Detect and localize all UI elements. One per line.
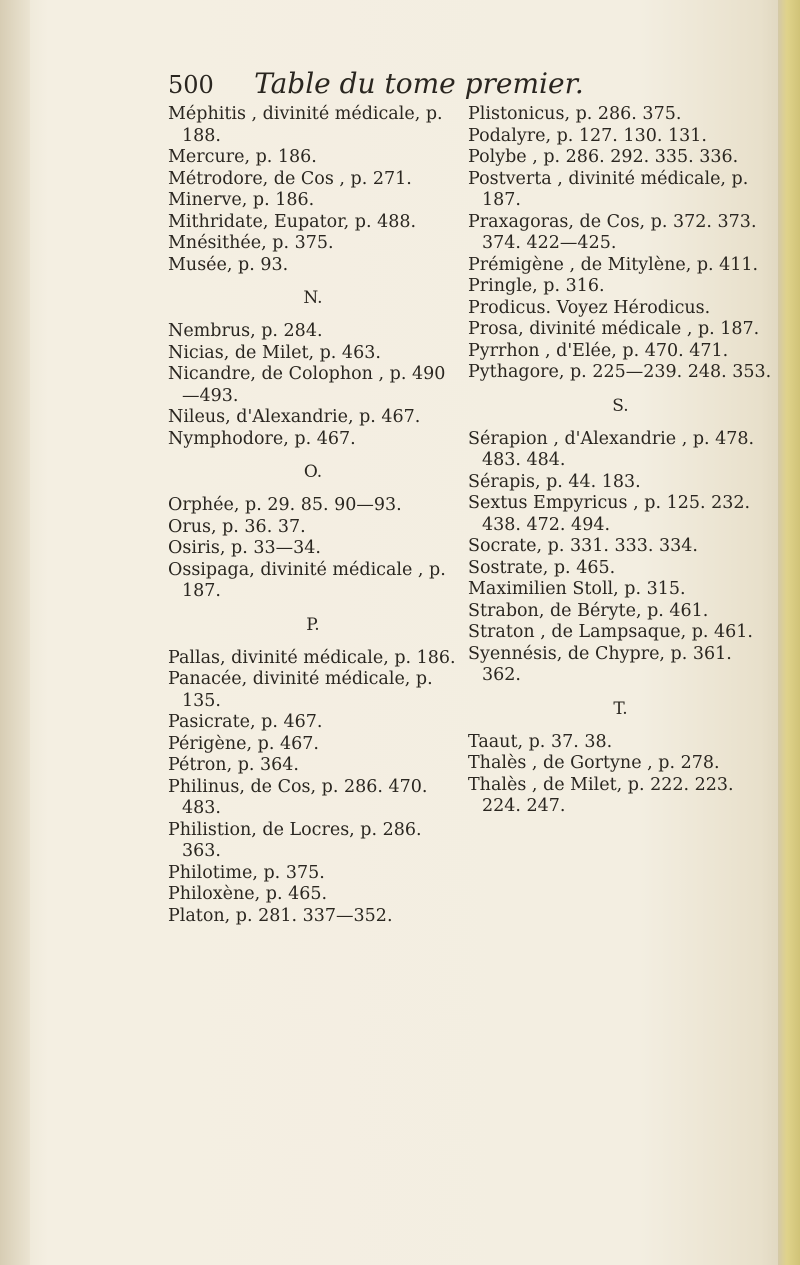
index-entry xyxy=(468,212,773,255)
entry-name: Straton xyxy=(468,622,535,642)
entry-reference: , p. 465. xyxy=(542,557,616,578)
entry-reference: , Eupator, p. 488. xyxy=(262,211,417,232)
entry-name: Philotime xyxy=(168,862,253,883)
entry-name: Podalyre xyxy=(468,125,546,146)
entry-reference: , p. 284. xyxy=(250,321,323,341)
entry-reference: , p. 125. 232. 438. 472. 494. xyxy=(482,493,751,535)
entry-reference: , p. 364. xyxy=(226,755,299,775)
entry-name: Musée xyxy=(168,254,227,275)
index-entry xyxy=(468,147,773,169)
index-column-left xyxy=(168,104,458,927)
index-entry xyxy=(468,169,773,212)
entry-name: Sextus Empyricus xyxy=(468,493,628,513)
entry-reference: , de Chypre, p. 361. 362. xyxy=(482,643,732,685)
index-entry xyxy=(468,579,773,601)
entry-reference: , p. 36. 37. xyxy=(210,516,306,537)
entry-reference: , p. 467. xyxy=(283,428,356,449)
index-entry xyxy=(468,104,773,126)
entry-name: Prémigène xyxy=(468,254,564,275)
section-letter: T. xyxy=(613,698,628,719)
index-entry xyxy=(168,777,458,820)
entry-name: Polybe xyxy=(468,147,527,167)
entry-reference: , p. 467. xyxy=(250,712,323,732)
entry-name: Pallas xyxy=(168,647,221,668)
entry-name: Maximilien Stoll xyxy=(468,579,614,599)
entry-name: Minerve xyxy=(168,190,242,210)
page-title: Table du tome premier. xyxy=(254,67,584,100)
entry-name: Philinus xyxy=(168,776,240,797)
index-entry xyxy=(468,601,773,623)
entry-name: Pasicrate xyxy=(168,712,250,732)
entry-name: Sérapis xyxy=(468,471,535,492)
entry-reference: , de Milet, p. 463. xyxy=(223,342,381,363)
entry-reference: , de Mitylène, p. 411. xyxy=(563,254,759,275)
entry-reference: , de Cos, p. 286. 470. 483. xyxy=(182,776,428,818)
index-entry xyxy=(168,712,458,734)
entry-reference: , p. 281. 337—352. xyxy=(224,905,393,926)
entry-reference: , divinité médicale , p. 187. xyxy=(518,319,760,339)
entry-reference: , d'Elée, p. 470. 471. xyxy=(539,340,729,361)
index-entry xyxy=(168,669,458,712)
index-entry xyxy=(168,538,458,560)
entry-name: Praxagoras xyxy=(468,211,569,232)
entry-name: Sostrate xyxy=(468,557,543,578)
entry-reference: , de Milet, p. 222. 223. 224. 247. xyxy=(482,774,734,816)
entry-reference: , de Cos, p. 372. 373. 374. 422—425. xyxy=(482,211,757,253)
entry-name: Thalès xyxy=(468,753,527,773)
index-entry xyxy=(168,104,458,147)
entry-reference: , de Colophon , p. 490—493. xyxy=(182,364,446,406)
entry-reference: , p. 127. 130. 131. xyxy=(545,125,707,146)
section-letter: P. xyxy=(306,614,320,635)
entry-reference: , p. 93. xyxy=(226,254,289,275)
index-entry xyxy=(468,732,773,754)
index-entry xyxy=(168,495,458,517)
entry-reference: , p. 44. 183. xyxy=(534,471,641,492)
entry-reference: , divinité médicale, p. 135. xyxy=(182,669,433,711)
index-entry xyxy=(468,319,773,341)
entry-name: Pyrrhon xyxy=(468,340,540,361)
entry-reference: , p. 375. xyxy=(261,233,334,253)
entry-name: Nymphodore xyxy=(168,428,284,449)
index-entry xyxy=(168,343,458,365)
index-entry xyxy=(168,429,458,451)
entry-reference: , de Cos , p. 271. xyxy=(262,168,412,189)
index-entry xyxy=(168,147,458,169)
index-entry xyxy=(168,906,458,928)
index-entry xyxy=(468,644,773,687)
entry-reference: , de Béryte, p. 461. xyxy=(538,600,709,621)
entry-name: Mnésithée xyxy=(168,233,262,253)
entry-name: Pythagore xyxy=(468,362,559,382)
entry-name: Pétron xyxy=(168,755,227,775)
page-left-shadow xyxy=(0,0,30,1265)
index-entry xyxy=(168,734,458,756)
index-entry xyxy=(468,472,773,494)
index-entry xyxy=(168,212,458,234)
entry-reference: , p. 33—34. xyxy=(219,538,321,558)
entry-reference: , p. 225—239. 248. 353. xyxy=(558,362,772,382)
entry-reference: , divinité médicale, p. 188. xyxy=(182,104,443,146)
entry-name: Philoxène xyxy=(168,884,255,904)
index-entry xyxy=(468,276,773,298)
running-header xyxy=(168,64,728,104)
page-right-edge xyxy=(778,0,800,1265)
entry-name: Prosa xyxy=(468,319,519,339)
index-entry xyxy=(468,775,773,818)
entry-name: Mithridate xyxy=(168,211,263,232)
section-letter: S. xyxy=(612,395,629,416)
entry-reference: , p. 467. xyxy=(246,733,319,754)
index-entry xyxy=(468,126,773,148)
entry-reference: , p. 37. 38. xyxy=(517,731,613,752)
entry-name: Nembrus xyxy=(168,321,251,341)
entry-reference: , de Gortyne , p. 278. xyxy=(526,753,720,773)
entry-reference: , p. 186. xyxy=(244,147,317,167)
entry-name: Sérapion xyxy=(468,428,548,449)
entry-reference: , p. 286. 292. 335. 336. xyxy=(526,147,739,167)
entry-name: Nileus xyxy=(168,407,226,427)
index-entry xyxy=(468,753,773,775)
index-entry xyxy=(468,558,773,580)
entry-name: Nicias xyxy=(168,342,224,363)
section-letter: O. xyxy=(303,462,323,482)
entry-reference: , p. 286. 375. xyxy=(564,104,682,124)
index-entry xyxy=(468,298,773,320)
index-entry xyxy=(168,560,458,603)
index-entry xyxy=(468,536,773,558)
entry-reference: , p. 316. xyxy=(532,276,605,296)
entry-reference: , p. 29. 85. 90—93. xyxy=(233,495,402,515)
index-entry xyxy=(168,321,458,343)
entry-reference: , p. 331. 333. 334. xyxy=(536,536,698,556)
index-column-right xyxy=(468,104,773,818)
entry-reference: , d'Alexandrie , p. 478. 483. 484. xyxy=(482,428,755,470)
entry-name: Thalès xyxy=(468,774,527,795)
index-entry xyxy=(468,429,773,472)
entry-name: Platon xyxy=(168,905,225,926)
entry-name: Osiris xyxy=(168,538,220,558)
index-entry xyxy=(168,820,458,863)
entry-name: Orus xyxy=(168,516,211,537)
entry-reference: , de Lampsaque, p. 461. xyxy=(534,622,753,642)
index-entry xyxy=(168,884,458,906)
entry-name: Nicandre xyxy=(168,364,251,384)
entry-name: Syennésis xyxy=(468,643,557,664)
index-entry xyxy=(168,863,458,885)
index-entry xyxy=(168,648,458,670)
page-number: 500 xyxy=(168,71,214,99)
entry-name: Orphée xyxy=(168,495,234,515)
entry-reference: , p. 186. xyxy=(241,190,315,210)
index-entry xyxy=(168,364,458,407)
index-entry xyxy=(168,407,458,429)
entry-reference: , p. 315. xyxy=(613,579,686,599)
index-entry xyxy=(168,233,458,255)
section-letter: N. xyxy=(303,288,323,308)
entry-name: Socrate xyxy=(468,536,537,556)
entry-reference: , p. 375. xyxy=(252,862,325,883)
entry-name: Périgène xyxy=(168,733,247,754)
entry-name: Pringle xyxy=(468,276,533,296)
index-entry xyxy=(468,341,773,363)
entry-name: Philistion xyxy=(168,819,252,840)
index-entry xyxy=(468,255,773,277)
entry-reference: , p. 465. xyxy=(254,884,328,904)
entry-reference: , divinité médicale, p. 186. xyxy=(220,647,456,668)
entry-name: Panacée xyxy=(168,669,242,689)
entry-reference: , de Locres, p. 286. 363. xyxy=(182,819,422,861)
entry-name: Métrodore xyxy=(168,168,263,189)
entry-reference: . Voyez Hérodicus. xyxy=(545,297,711,318)
entry-name: Méphitis xyxy=(168,104,246,124)
index-entry xyxy=(168,255,458,277)
entry-reference: , d'Alexandrie, p. 467. xyxy=(225,407,421,427)
entry-name: Postverta xyxy=(468,168,552,189)
index-entry xyxy=(468,362,773,384)
index-entry xyxy=(168,169,458,191)
entry-name: Mercure xyxy=(168,147,245,167)
index-entry xyxy=(168,517,458,539)
entry-name: Ossipaga xyxy=(168,559,250,580)
entry-reference: , divinité médicale, p. 187. xyxy=(482,168,749,210)
index-entry xyxy=(468,493,773,536)
entry-name: Plistonicus xyxy=(468,104,565,124)
index-entry xyxy=(168,755,458,777)
entry-reference: , divinité médicale , p. 187. xyxy=(182,559,446,601)
entry-name: Taaut xyxy=(468,731,518,752)
entry-name: Prodicus xyxy=(468,297,546,318)
entry-name: Strabon xyxy=(468,600,539,621)
index-entry xyxy=(468,622,773,644)
index-entry xyxy=(168,190,458,212)
